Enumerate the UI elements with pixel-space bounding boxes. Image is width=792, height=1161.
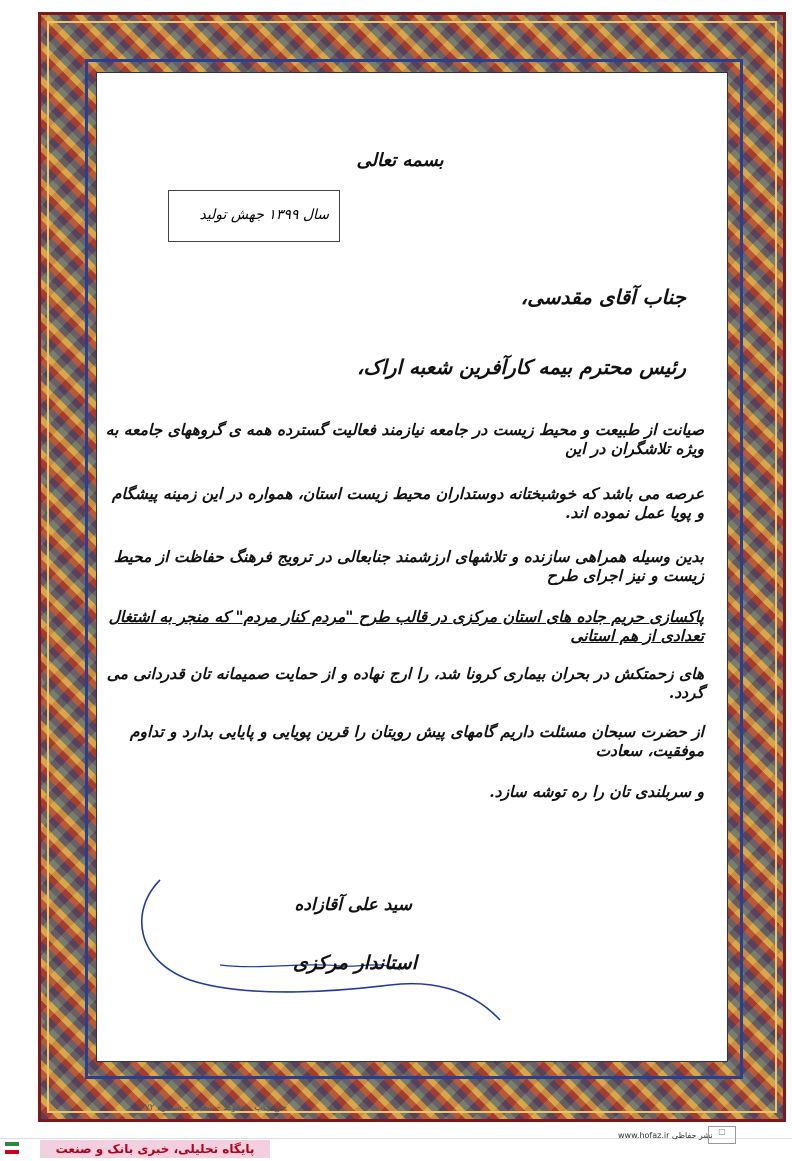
- publisher-site: www.hofaz.ir نشر حفاظی: [618, 1131, 713, 1140]
- iran-flag-icon: [5, 1142, 19, 1154]
- body-line-3: بدین وسیله همراهی سازنده و تلاشهای ارزشمند جنابعالی در ترویج فرهنگ حفاظت از محیط زیست و نیز اجرای طرح: [113, 547, 704, 585]
- recipient-name: جناب آقای مقدسی،: [520, 285, 686, 309]
- body-line-6: از حضرت سبحان مسئلت داریم گامهای پیش رویتان را قرین پویایی و پایایی بدارد و تداوم موفقیت، سعادت: [129, 722, 704, 760]
- year-slogan-box: [168, 190, 340, 242]
- recipient-title: رئیس محترم بیمه کارآفرین شعبه اراک،: [356, 355, 686, 379]
- body-line-5: های زحمتکش در بحران بیماری کرونا شد، را ارج نهاده و از حمایت صمیمانه تان قدردانی می گردد.: [106, 664, 704, 702]
- body-line-1: صیانت از طبیعت و محیط زیست در جامعه نیازمند فعالیت گسترده همه ی گروههای جامعه به ویژه تلاشگران در این: [105, 420, 704, 458]
- handwritten-signature: [130, 870, 520, 1030]
- publisher-logo-icon: ▢: [708, 1126, 736, 1144]
- year-slogan-text: سال ۱۳۹۹ جهش تولید: [199, 207, 329, 223]
- signatory-title: استاندار مرکزی: [292, 952, 417, 974]
- site-brand-banner: پایگاه تحلیلی، خبری بانک و صنعت: [40, 1140, 270, 1158]
- body-line-7: و سربلندی تان را ره توشه سازد.: [489, 782, 704, 801]
- print-note: حق چاپ محفوظ - شعیب - شماره ۶۷۲: [140, 1103, 288, 1113]
- body-line-4: پاکسازی حریم جاده های استان مرکزی در قالب طرح "مردم کنار مردم" که منجر به اشتغال تعدادی از هم استانی: [108, 607, 704, 645]
- bismillah-heading: بسمه تعالی: [356, 150, 444, 171]
- signatory-name: سید علی آقازاده: [294, 895, 412, 915]
- body-line-2: عرصه می باشد که خوشبختانه دوستداران محیط زیست استان، همواره در این زمینه پیشگام و پویا عمل نموده اند.: [111, 484, 704, 522]
